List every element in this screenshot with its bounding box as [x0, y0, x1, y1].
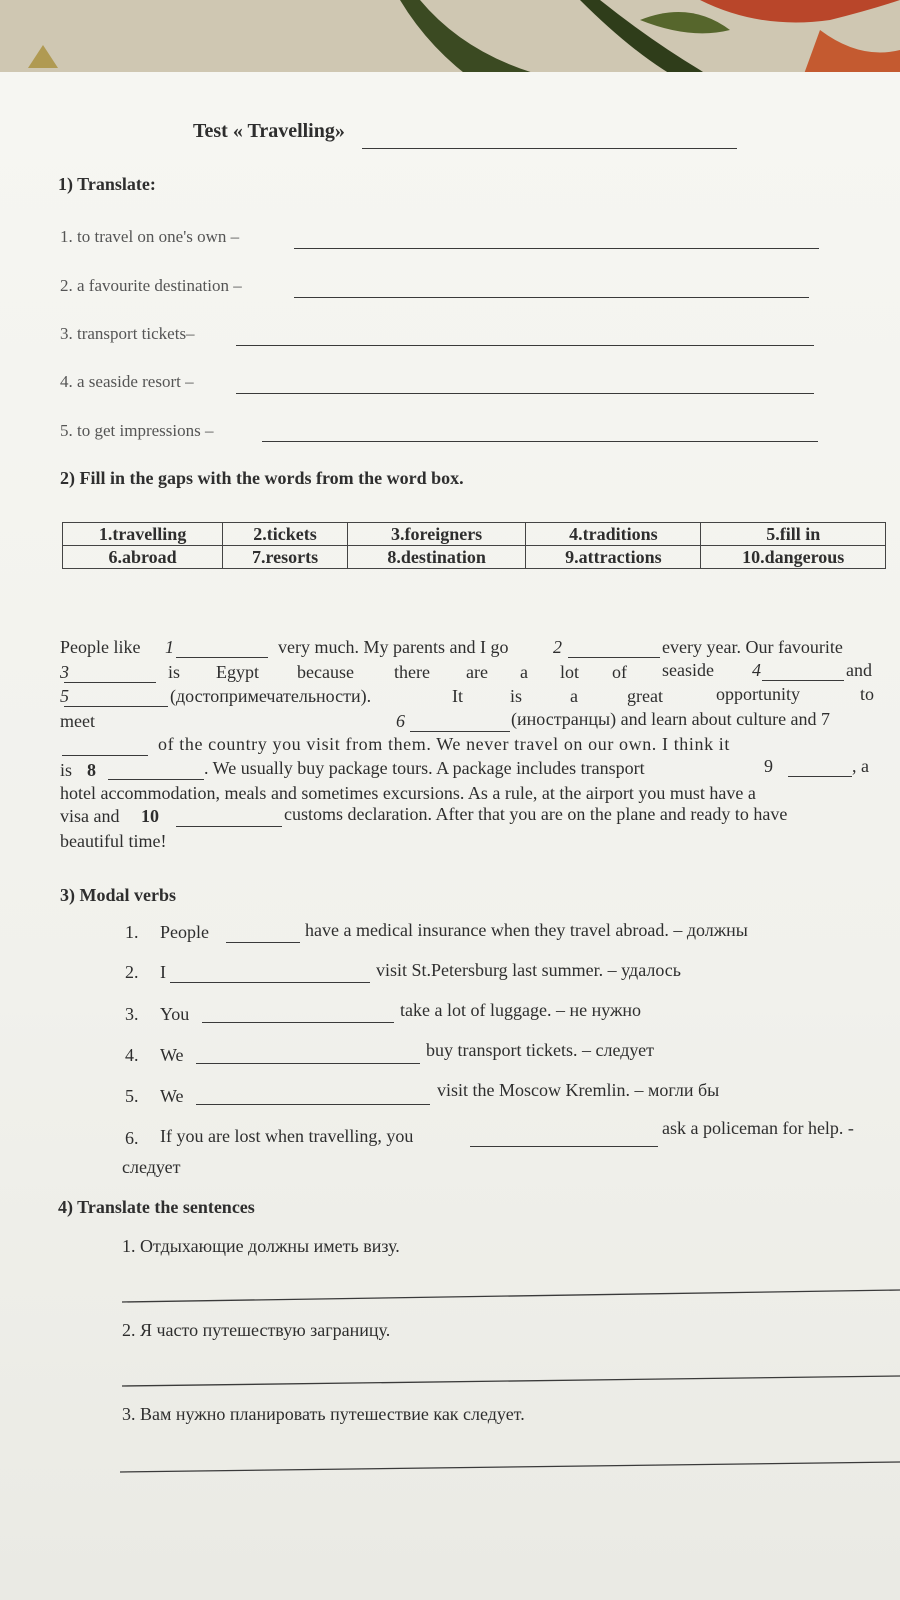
gap-number: 10 — [141, 806, 159, 826]
item-number: 4. — [125, 1045, 139, 1065]
gap-7-line[interactable] — [62, 755, 148, 756]
text-fragment: is — [60, 760, 73, 780]
text-fragment: of the country you visit from them. We never travel on our own. I think it — [158, 734, 731, 754]
item-text: buy transport tickets. – следует — [426, 1040, 654, 1060]
gap-9-line[interactable] — [788, 776, 852, 777]
gap-5-line[interactable] — [64, 706, 168, 707]
gap-6-line[interactable] — [410, 731, 510, 732]
gap-number: 1 — [165, 637, 174, 657]
translate-item-1: 1. to travel on one's own – — [60, 227, 240, 246]
text-fragment: every year. Our favourite — [662, 637, 843, 657]
modal-blank-1[interactable] — [226, 942, 300, 943]
text-fragment: a — [520, 662, 528, 682]
item-text: ask a policeman for help. - — [662, 1118, 854, 1138]
item-text: If you are lost when travelling, you — [160, 1126, 414, 1146]
text-fragment: great — [627, 686, 663, 706]
text-fragment: , a — [852, 756, 869, 776]
page-title: Test « Travelling» — [193, 120, 345, 142]
word-cell: 3.foreigners — [347, 523, 525, 546]
word-cell: 6.abroad — [63, 546, 223, 569]
modal-blank-2[interactable] — [170, 982, 370, 983]
text-fragment: are — [466, 662, 488, 682]
word-box-row — [63, 523, 886, 546]
translate-item-5: 5. to get impressions – — [60, 421, 214, 440]
text-fragment: opportunity — [716, 684, 800, 704]
text-fragment: a — [570, 686, 578, 706]
item-number: 3. — [125, 1004, 139, 1024]
answer-line-4[interactable] — [236, 393, 814, 394]
gap-number: 6 — [396, 711, 405, 731]
text-fragment: People like — [60, 637, 141, 657]
modal-blank-4[interactable] — [196, 1063, 420, 1064]
section-2-heading: 2) Fill in the gaps with the words from the word box. — [60, 468, 464, 488]
word-box-row — [63, 546, 886, 569]
item-text: take a lot of luggage. – не нужно — [400, 1000, 642, 1020]
text-fragment: (достопримечательности). — [170, 686, 372, 706]
text-fragment: is — [510, 686, 523, 706]
gap-number: 3 — [60, 662, 69, 682]
word-cell: 1.travelling — [63, 523, 223, 546]
gap-number: 9 — [764, 756, 773, 776]
modal-blank-5[interactable] — [196, 1104, 430, 1105]
gap-number: 8 — [87, 760, 96, 780]
modal-blank-6[interactable] — [470, 1146, 658, 1147]
word-cell: 7.resorts — [223, 546, 348, 569]
item-text: visit St.Petersburg last summer. – удалось — [376, 960, 681, 980]
item-number: 5. — [125, 1086, 139, 1106]
item-number: 2. — [125, 962, 139, 982]
gap-3-line[interactable] — [64, 682, 156, 683]
text-fragment: is — [168, 662, 181, 682]
translate-sentence-3: 3. Вам нужно планировать путешествие как следует. — [122, 1404, 525, 1424]
section-4-heading: 4) Translate the sentences — [58, 1197, 255, 1217]
item-text: visit the Moscow Kremlin. – могли бы — [437, 1080, 720, 1100]
writing-line-1[interactable] — [0, 1270, 900, 1310]
gap-number: 4 — [752, 660, 761, 680]
section-3-heading: 3) Modal verbs — [60, 885, 176, 905]
text-fragment: (иностранцы) and learn about culture and 7 — [511, 709, 831, 729]
modal-blank-3[interactable] — [202, 1022, 394, 1023]
writing-line-3[interactable] — [0, 1436, 900, 1476]
word-box — [62, 522, 886, 569]
item-number: 6. — [125, 1128, 139, 1148]
text-fragment: there — [394, 662, 430, 682]
translate-sentence-1: 1. Отдыхающие должны иметь визу. — [122, 1236, 400, 1256]
section-1-heading: 1) Translate: — [58, 174, 156, 194]
item-text: We — [160, 1086, 184, 1106]
gap-8-line[interactable] — [108, 779, 204, 780]
item-text: We — [160, 1045, 184, 1065]
text-fragment: . We usually buy package tours. A package includes transport — [204, 758, 645, 778]
item-text: have a medical insurance when they travel abroad. – должны — [305, 920, 748, 940]
gap-1-line[interactable] — [176, 657, 268, 658]
answer-line-2[interactable] — [294, 297, 809, 298]
word-cell: 9.attractions — [526, 546, 701, 569]
item-text: People — [160, 922, 209, 942]
text-fragment: of — [612, 662, 627, 682]
word-cell: 4.traditions — [526, 523, 701, 546]
text-fragment: meet — [60, 711, 95, 731]
name-line[interactable] — [362, 148, 737, 149]
text-fragment: visa and — [60, 806, 120, 826]
gap-10-line[interactable] — [176, 826, 282, 827]
text-fragment: and — [846, 660, 872, 680]
text-fragment: beautiful time! — [60, 831, 167, 851]
text-fragment: to — [860, 684, 875, 704]
text-fragment: lot — [560, 662, 580, 682]
gap-2-line[interactable] — [568, 657, 660, 658]
text-fragment: customs declaration. After that you are on the plane and ready to have — [284, 804, 788, 824]
gap-number: 5 — [60, 686, 69, 706]
text-fragment: Egypt — [216, 662, 259, 682]
item-text: I — [160, 962, 166, 982]
text-fragment: very much. My parents and I go — [278, 637, 509, 657]
item-text: You — [160, 1004, 190, 1024]
translate-item-3: 3. transport tickets– — [60, 324, 195, 343]
text-fragment: seaside — [662, 660, 714, 680]
text-fragment: It — [452, 686, 463, 706]
answer-line-3[interactable] — [236, 345, 814, 346]
answer-line-5[interactable] — [262, 441, 818, 442]
gap-number: 2 — [553, 637, 562, 657]
text-fragment: because — [297, 662, 354, 682]
word-cell: 8.destination — [347, 546, 525, 569]
word-cell: 2.tickets — [223, 523, 348, 546]
gap-4-line[interactable] — [762, 680, 844, 681]
text-fragment: hotel accommodation, meals and sometimes excursions. As a rule, at the airport you must have a — [60, 783, 756, 803]
translate-sentence-2: 2. Я часто путешествую заграницу. — [122, 1320, 391, 1340]
translate-item-4: 4. a seaside resort – — [60, 372, 194, 391]
item-number: 1. — [125, 922, 139, 942]
writing-line-2[interactable] — [0, 1352, 900, 1392]
word-cell: 5.fill in — [701, 523, 886, 546]
answer-line-1[interactable] — [294, 248, 819, 249]
translate-item-2: 2. a favourite destination – — [60, 276, 242, 295]
item-text: следует — [122, 1157, 181, 1177]
word-cell: 10.dangerous — [701, 546, 886, 569]
